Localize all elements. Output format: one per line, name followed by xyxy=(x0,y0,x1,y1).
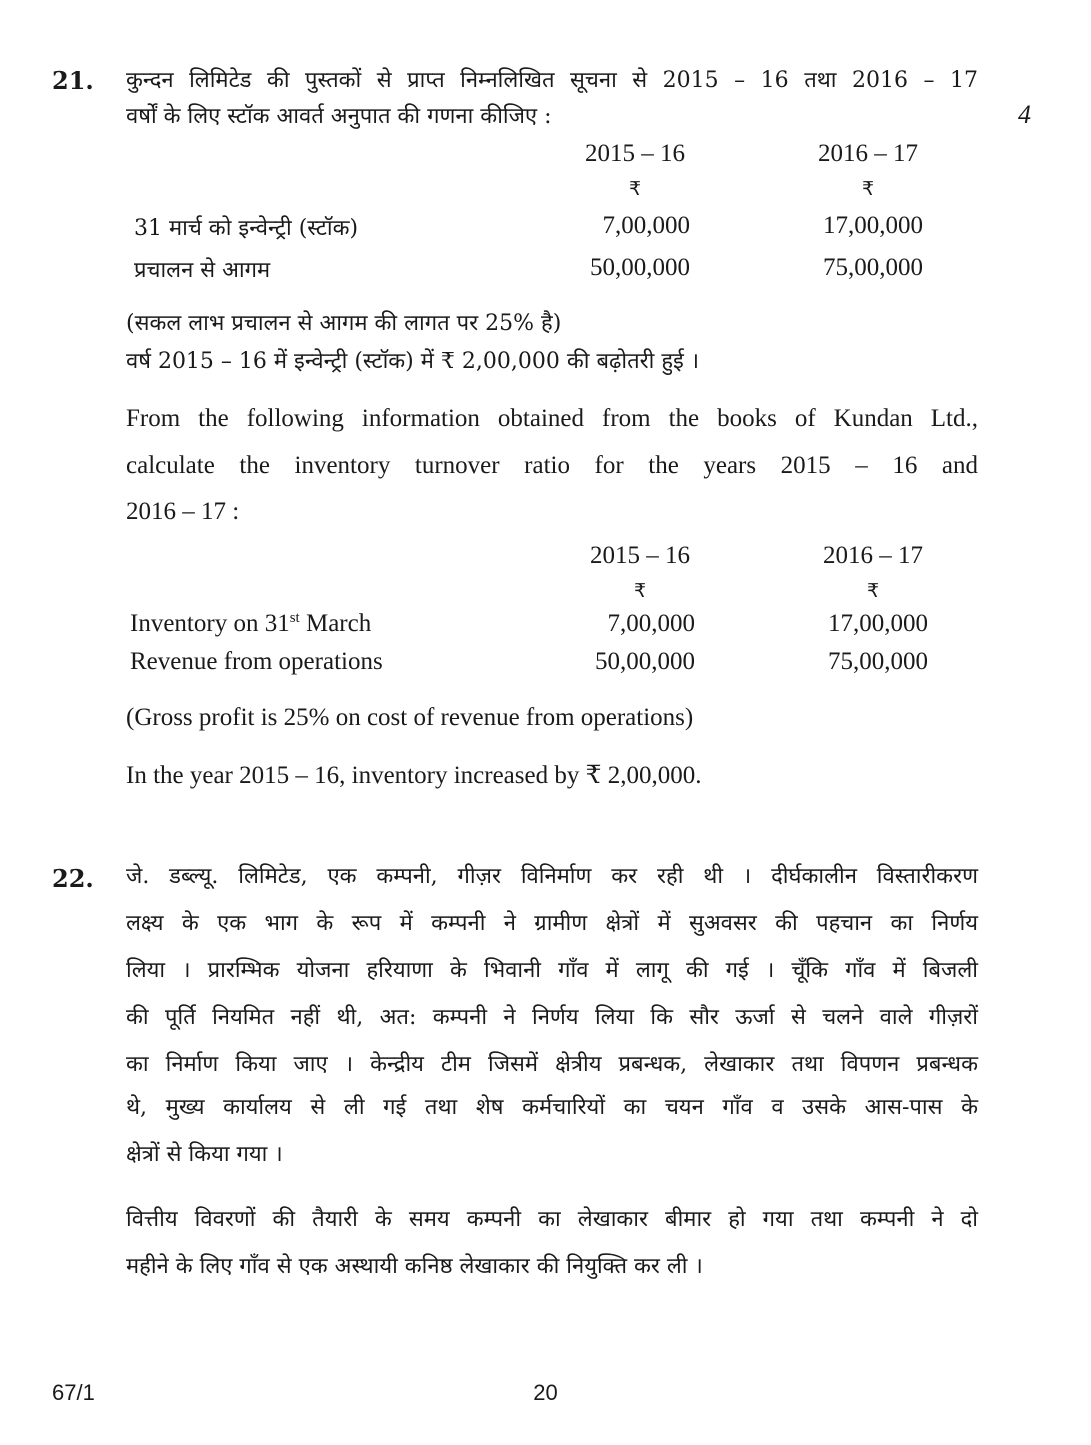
paper-code: 67/1 xyxy=(52,1380,95,1405)
hindi-col-header-2015-16: 2015 – 16 xyxy=(585,140,685,167)
rupee-icon: ₹ xyxy=(866,580,880,602)
page-number: 20 xyxy=(533,1380,558,1405)
english-row-inventory-2016-17: 17,00,000 xyxy=(828,610,928,637)
q22-para1-line: लक्ष्य के एक भाग के रूप में कम्पनी ने ग्रामीण क्षेत्रों में सुअवसर की पहचान का निर्णय xyxy=(126,911,978,936)
rupee-icon: ₹ xyxy=(628,178,642,200)
q22-para2-line: वित्तीय विवरणों की तैयारी के समय कम्पनी का लेखाकार बीमार हो गया तथा कम्पनी ने दो xyxy=(126,1207,978,1232)
q22-para1-line: का निर्माण किया जाए । केन्द्रीय टीम जिसमें क्षेत्रीय प्रबन्धक, लेखाकार तथा विपणन प्रबन्धक xyxy=(126,1052,978,1077)
rupee-icon: ₹ xyxy=(861,178,875,200)
english-row-inventory-label: Inventory on 31st March xyxy=(130,610,372,637)
hindi-row-inventory-2016-17: 17,00,000 xyxy=(823,212,923,239)
q22-para1-line: क्षेत्रों से किया गया । xyxy=(126,1142,283,1167)
english-row-revenue-label: Revenue from operations xyxy=(130,648,383,675)
english-row-revenue-2015-16: 50,00,000 xyxy=(595,648,695,675)
hindi-row-revenue-label: प्रचालन से आगम xyxy=(134,258,271,283)
q22-para2-line: महीने के लिए गाँव से एक अस्थायी कनिष्ठ लेखाकार की नियुक्ति कर ली । xyxy=(126,1254,703,1279)
english-intro-line1: From the following information obtained from the books of Kundan Ltd., xyxy=(126,405,978,432)
hindi-row-inventory-2015-16: 7,00,000 xyxy=(602,212,690,239)
question-number: 22. xyxy=(52,864,94,893)
english-row-revenue-2016-17: 75,00,000 xyxy=(828,648,928,675)
hindi-intro-line2: वर्षों के लिए स्टॉक आवर्त अनुपात की गणना कीजिए : xyxy=(126,104,552,129)
english-note-gross-profit: (Gross profit is 25% on cost of revenue from operations) xyxy=(126,704,694,731)
hindi-row-revenue-2015-16: 50,00,000 xyxy=(590,254,690,281)
q22-para1-line: लिया । प्रारम्भिक योजना हरियाणा के भिवानी गाँव में लागू की गई । चूँकि गाँव में बिजली xyxy=(126,958,978,983)
hindi-intro-line1: कुन्दन लिमिटेड की पुस्तकों से प्राप्त निम्नलिखित सूचना से 2015 – 16 तथा 2016 – 17 xyxy=(126,68,978,93)
hindi-row-revenue-2016-17: 75,00,000 xyxy=(823,254,923,281)
q22-para1-line: थे, मुख्य कार्यालय से ली गई तथा शेष कर्मचारियों का चयन गाँव व उसके आस-पास के xyxy=(126,1095,978,1120)
english-intro-line3: 2016 – 17 : xyxy=(126,498,240,525)
english-note-inventory-increase: In the year 2015 – 16, inventory increased by ₹ 2,00,000. xyxy=(126,762,702,789)
hindi-row-inventory-label: 31 मार्च को इन्वेन्ट्री (स्टॉक) xyxy=(134,216,359,241)
english-intro-line2: calculate the inventory turnover ratio for the years 2015 – 16 and xyxy=(126,452,978,479)
question-number: 21. xyxy=(52,66,94,95)
english-col-header-2016-17: 2016 – 17 xyxy=(823,542,923,569)
marks: 4 xyxy=(1018,100,1031,129)
hindi-note-gross-profit: (सकल लाभ प्रचालन से आगम की लागत पर 25% है) xyxy=(126,311,562,336)
rupee-icon: ₹ xyxy=(633,580,647,602)
english-col-header-2015-16: 2015 – 16 xyxy=(590,542,690,569)
q22-para1-line: जे. डब्ल्यू. लिमिटेड, एक कम्पनी, गीज़र विनिर्माण कर रही थी । दीर्घकालीन विस्तारीकरण xyxy=(126,864,978,889)
q22-para1-line: की पूर्ति नियमित नहीं थी, अत: कम्पनी ने निर्णय लिया कि सौर ऊर्जा से चलने वाले गीज़रों xyxy=(126,1005,978,1030)
english-row-inventory-2015-16: 7,00,000 xyxy=(607,610,695,637)
hindi-col-header-2016-17: 2016 – 17 xyxy=(818,140,918,167)
hindi-note-inventory-increase: वर्ष 2015 – 16 में इन्वेन्ट्री (स्टॉक) में ₹ 2,00,000 की बढ़ोतरी हुई । xyxy=(126,349,700,374)
